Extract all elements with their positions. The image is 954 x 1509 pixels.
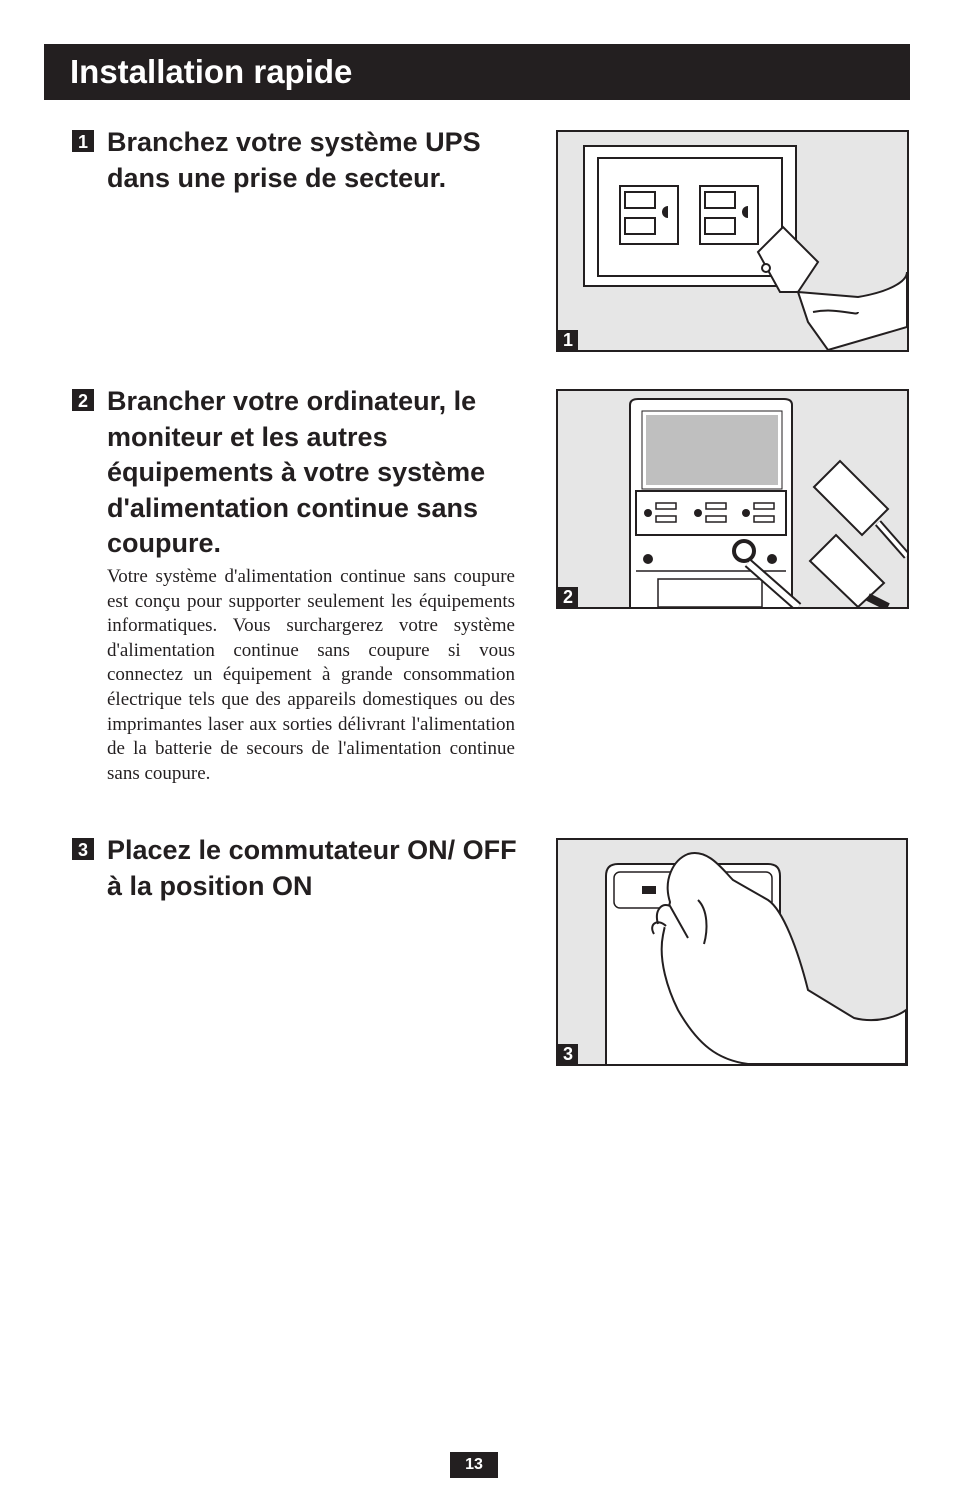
page-title: Installation rapide [44,44,910,100]
page-number: 13 [450,1452,498,1478]
step-title: Placez le commutateur ON/ OFF à la position ON [107,835,517,901]
figure-1 [556,130,909,352]
step-description: Votre système d'alimentation continue sans coupure est conçu pour supporter seulement les équipements informatiques. Vous surchargerez votre système d'alimentation continue sans coupure si vous connectez un équipement à grande consommation électrique tels que des appareils domestiques ou des imprimantes laser aux sorties délivrant l'alimentation de la batterie de secours de l'alimentation continue sans coupure. [107,566,515,784]
step-3 [72,833,522,908]
figure-2 [556,389,909,609]
figure-number-badge: 3 [558,1044,578,1064]
step-2 [72,384,522,564]
step-title: Branchez votre système UPS dans une prise de secteur. [107,127,481,193]
step-number-badge: 2 [72,389,94,411]
hand-switch-illustration [558,840,906,1064]
step-title: Brancher votre ordinateur, le moniteur et les autres équipements à votre système d'alimentation continue sans coupure. [107,386,486,558]
step-1 [72,125,522,235]
figure-number-badge: 1 [558,330,578,350]
figure-number-badge: 2 [558,587,578,607]
figure-3 [556,838,908,1066]
wall-outlet-plug-illustration [558,132,907,350]
step-number-badge: 1 [72,130,94,152]
ups-rear-outlets-illustration [558,391,907,607]
step-number-badge: 3 [72,838,94,860]
